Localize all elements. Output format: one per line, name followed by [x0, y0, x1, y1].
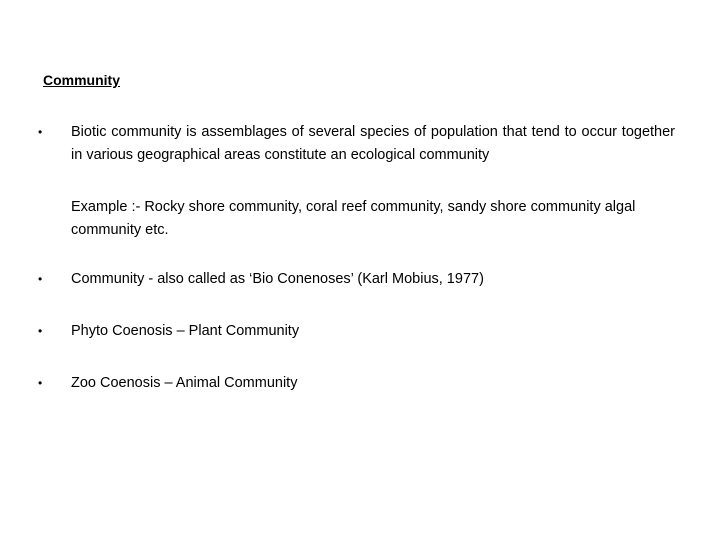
bullet-icon: • — [38, 272, 43, 286]
bullet-icon: • — [38, 125, 43, 139]
bullet-text: Biotic community is assemblages of several species of population that tend to occur together in various geographical areas constitute an ecological community — [71, 124, 675, 163]
bullet-text: Community - also called as ‘Bio Conenoses’ (Karl Mobius, 1977) — [71, 271, 484, 287]
bullet-text: Phyto Coenosis – Plant Community — [71, 323, 300, 339]
bullet-icon: • — [38, 324, 43, 338]
slide-heading: Community — [43, 72, 120, 88]
bullet-text: Zoo Coenosis – Animal Community — [71, 375, 298, 391]
bullet-icon: • — [38, 376, 43, 390]
example-text: Example :- Rocky shore community, coral reef community, sandy shore community algal community etc. — [71, 199, 636, 238]
